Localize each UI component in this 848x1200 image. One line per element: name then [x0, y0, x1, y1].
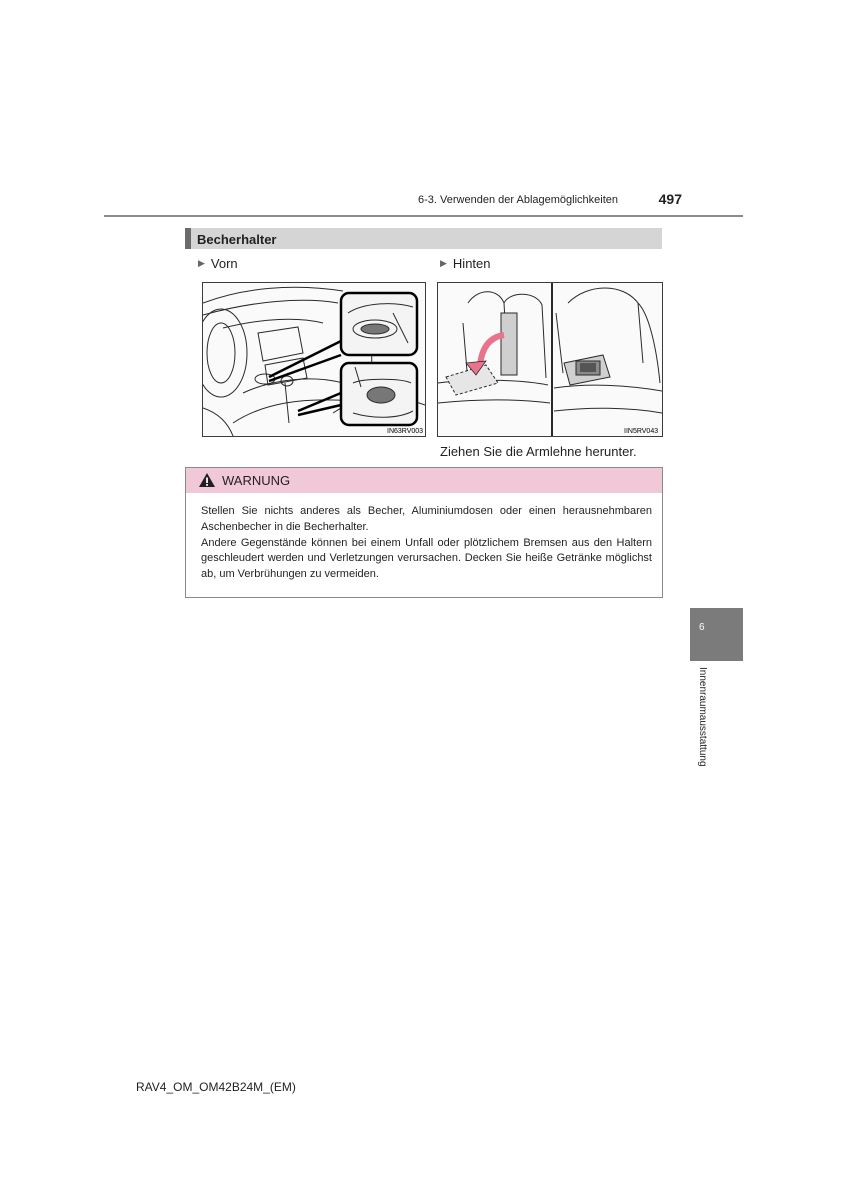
front-figure-code: IN63RV003: [387, 428, 424, 435]
front-console-drawing: [203, 283, 425, 436]
rear-label: Hinten: [452, 256, 491, 271]
front-subheading: [198, 256, 238, 271]
warning-title: WARNUNG: [222, 473, 291, 488]
footer-code: RAV4_OM_OM42B24M_(EM): [136, 1080, 296, 1094]
page-number: 497: [658, 191, 682, 207]
running-header: 6-3. Verwenden der Ablagemöglichkeiten: [418, 194, 618, 206]
rear-subheading: [440, 256, 491, 271]
chapter-number: 6: [699, 622, 705, 633]
warning-text: [201, 504, 652, 583]
chapter-tab: [690, 608, 743, 661]
chapter-title-vertical: [690, 667, 718, 787]
triangle-right-icon: ▶: [440, 258, 447, 268]
pull-down-arrow: [480, 335, 504, 365]
rear-seat-drawing: [438, 283, 662, 436]
warning-paragraph: Stellen Sie nichts anderes als Becher, Aluminiumdosen oder einen herausnehmbaren Aschenbecher in die Becherhalter.: [201, 505, 652, 533]
chapter-title: Innenraumausstattung: [697, 667, 708, 767]
warning-triangle-icon: [198, 472, 216, 488]
rear-armrest-illustration: [437, 282, 663, 437]
section-title: Becherhalter: [197, 232, 277, 247]
rear-caption: Ziehen Sie die Armlehne herunter.: [440, 444, 637, 459]
front-label: Vorn: [210, 256, 238, 271]
front-cup-holder-illustration: [202, 282, 426, 437]
warning-paragraph: Andere Gegenstände können bei einem Unfall oder plötzlichem Bremsen aus den Haltern geschleudert werden und Verletzungen verursachen. Decken Sie heiße Getränke möglichst ab, um Verbrühungen zu vermeiden.: [201, 536, 652, 581]
header-rule: [104, 215, 743, 217]
triangle-right-icon: ▶: [198, 258, 205, 268]
rear-figure-code: IIN5RV043: [624, 428, 659, 435]
